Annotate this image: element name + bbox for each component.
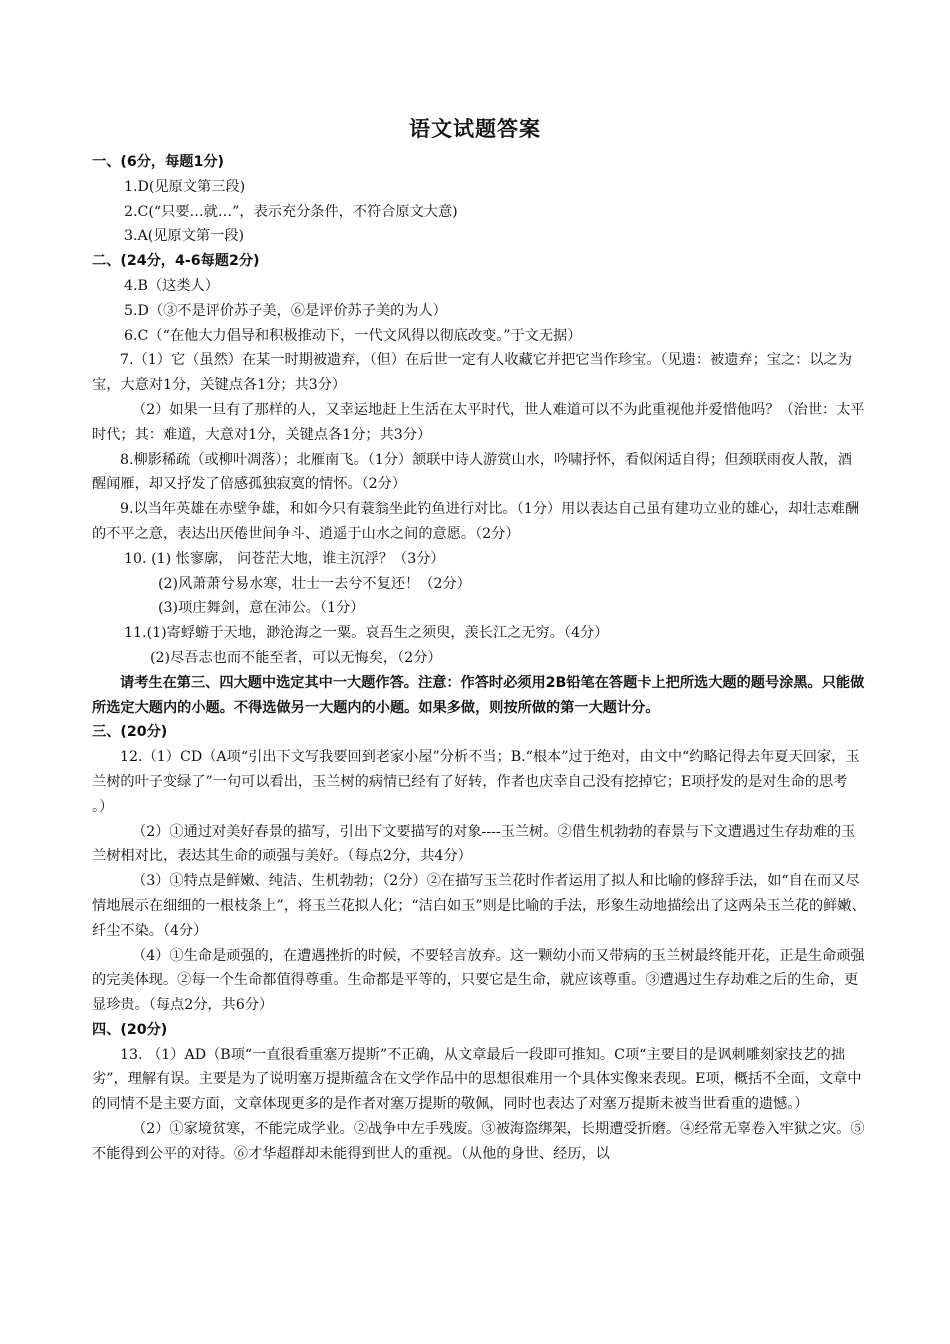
answer-item-10-3: (3)项庄舞剑，意在沛公。（1分） — [158, 600, 365, 617]
answer-item-11-2: (2)尽吾志也而不能至者，可以无悔矣，（2分） — [150, 649, 442, 666]
answer-item-12-2: （2）①通过对美好春景的描写，引出下文要描写的对象----玉兰树。②借生机勃勃的春景与下文遭遇过生存劫难的玉兰树相对比，表达其生命的顽强与美好。（每点2分，共4分） — [92, 823, 856, 865]
section-2-heading: 二、(24分，4-6每题2分) — [92, 253, 260, 270]
answer-item-7-2: （2）如果一旦有了那样的人，又幸运地赶上生活在太平时代，世人难道可以不为此重视他并爱惜他吗？（治世：太平时代；其：难道，大意对1分，关键点各1分；共3分） — [92, 401, 865, 443]
answer-item-2: 2.C(“只要…就…”，表示充分条件，不符合原文大意) — [124, 203, 458, 220]
selection-notice: 请考生在第三、四大题中选定其中一大题作答。注意：作答时必须用2B铅笔在答题卡上把所选大题的题号涂黑。只能做所选定大题内的小题。不得选做另一大题内的小题。如果多做，则按所做的第一大题计分。 — [92, 674, 865, 716]
answer-item-5: 5.D（③不是评价苏子美，⑥是评价苏子美的为人） — [124, 302, 447, 319]
answer-item-12-1: 12.（1）CD（A项“引出下文写我要回到老家小屋”分析不当；B.“根本”过于绝对，由文中“约略记得去年夏天回家，玉兰树的叶子变绿了”一句可以看出，玉兰树的病情已经有了好转，作者也庆幸自己没有挖掉它；E项抒发的是对生命的思考 。） — [92, 749, 860, 815]
section-4-heading: 四、(20分) — [92, 1021, 168, 1038]
answer-item-13-1: 13. （1）AD（B项“一直很看重塞万提斯”不正确，从文章最后一段即可推知。C项“主要目的是讽刺雕刻家技艺的拙劣”，理解有误。主要是为了说明塞万提斯蕴含在文学作品中的思想很难用一个具体实像来表现。E项，概括不全面，文章中的同情不是主要方面，文章体现更多的是作者对塞万提斯的敬佩，同时也表达了对塞万提斯未被当世看重的遗憾。） — [92, 1046, 862, 1113]
answer-item-4: 4.B（这类人） — [124, 277, 219, 294]
page-title: 语文试题答案 — [409, 117, 541, 141]
answer-item-13-2: （2）①家境贫寒，不能完成学业。②战争中左手残废。③被海盗绑架，长期遭受折磨。④经常无辜卷入牢狱之灾。⑤不能得到公平的对待。⑥才华超群却未能得到世人的重视。（从他的身世、经历，以 — [92, 1121, 865, 1162]
answer-item-7-1: 7.（1）它（虽然）在某一时期被遗弃，（但）在后世一定有人收藏它并把它当作珍宝。（见遗：被遗弃；宝之：以之为宝，大意对1分，关键点各1分；共3分） — [92, 352, 852, 394]
answer-item-12-4: （4）①生命是顽强的，在遭遇挫折的时候，不要轻言放弃。这一颗幼小而又带病的玉兰树最终能开花，正是生命顽强的完美体现。②每一个生命都值得尊重。生命都是平等的，只要它是生命，就应该尊重。③遭遇过生存劫难之后的生命，更显珍贵。（每点2分，共6分） — [92, 947, 865, 1014]
answer-item-3: 3.A(见原文第一段) — [124, 228, 244, 245]
section-3-heading: 三、(20分) — [92, 724, 168, 741]
answer-content — [92, 150, 866, 1167]
answer-item-10-2: (2)风萧萧兮易水寒，壮士一去兮不复还！（2分） — [158, 575, 471, 592]
answer-item-8: 8.柳影稀疏（或柳叶凋落）；北雁南飞。（1分）颔联中诗人游赏山水，吟啸抒怀，看似闲适自得；但颈联雨夜人散，酒醒闻雁，却又抒发了倍感孤独寂寞的情怀。（2分） — [92, 451, 852, 493]
answer-item-10-1: 10. (1) 怅寥廓， 问苍茫大地，谁主沉浮？（3分） — [124, 550, 445, 567]
answer-item-1: 1.D(见原文第三段) — [124, 178, 246, 195]
answer-item-11-1: 11.(1)寄蜉蝣于天地，渺沧海之一粟。哀吾生之须臾，羡长江之无穷。（4分） — [124, 625, 609, 642]
answer-item-12-3: （3）①特点是鲜嫩、纯洁、生机勃勃；（2分）②在描写玉兰花时作者运用了拟人和比喻的修辞手法，如“自在而又尽情地展示在细细的一根枝条上”，将玉兰花拟人化；“洁白如玉”则是比喻的手法，形象生动地描绘出了这两朵玉兰花的鲜嫩、纤尘不染。（4分） — [92, 873, 866, 939]
answer-item-9: 9.以当年英雄在赤壁争雄，和如今只有蓑翁坐此钓鱼进行对比。（1分）用以表达自己虽有建功立业的雄心，却壮志难酬的不平之意，表达出厌倦世间争斗、逍遥于山水之间的意愿。（2分） — [92, 501, 860, 542]
answer-item-6: 6.C（“在他大力倡导和积极推动下，一代文风得以彻底改变。”于文无据） — [124, 327, 582, 344]
section-1-heading: 一、(6分，每题1分) — [92, 154, 225, 170]
